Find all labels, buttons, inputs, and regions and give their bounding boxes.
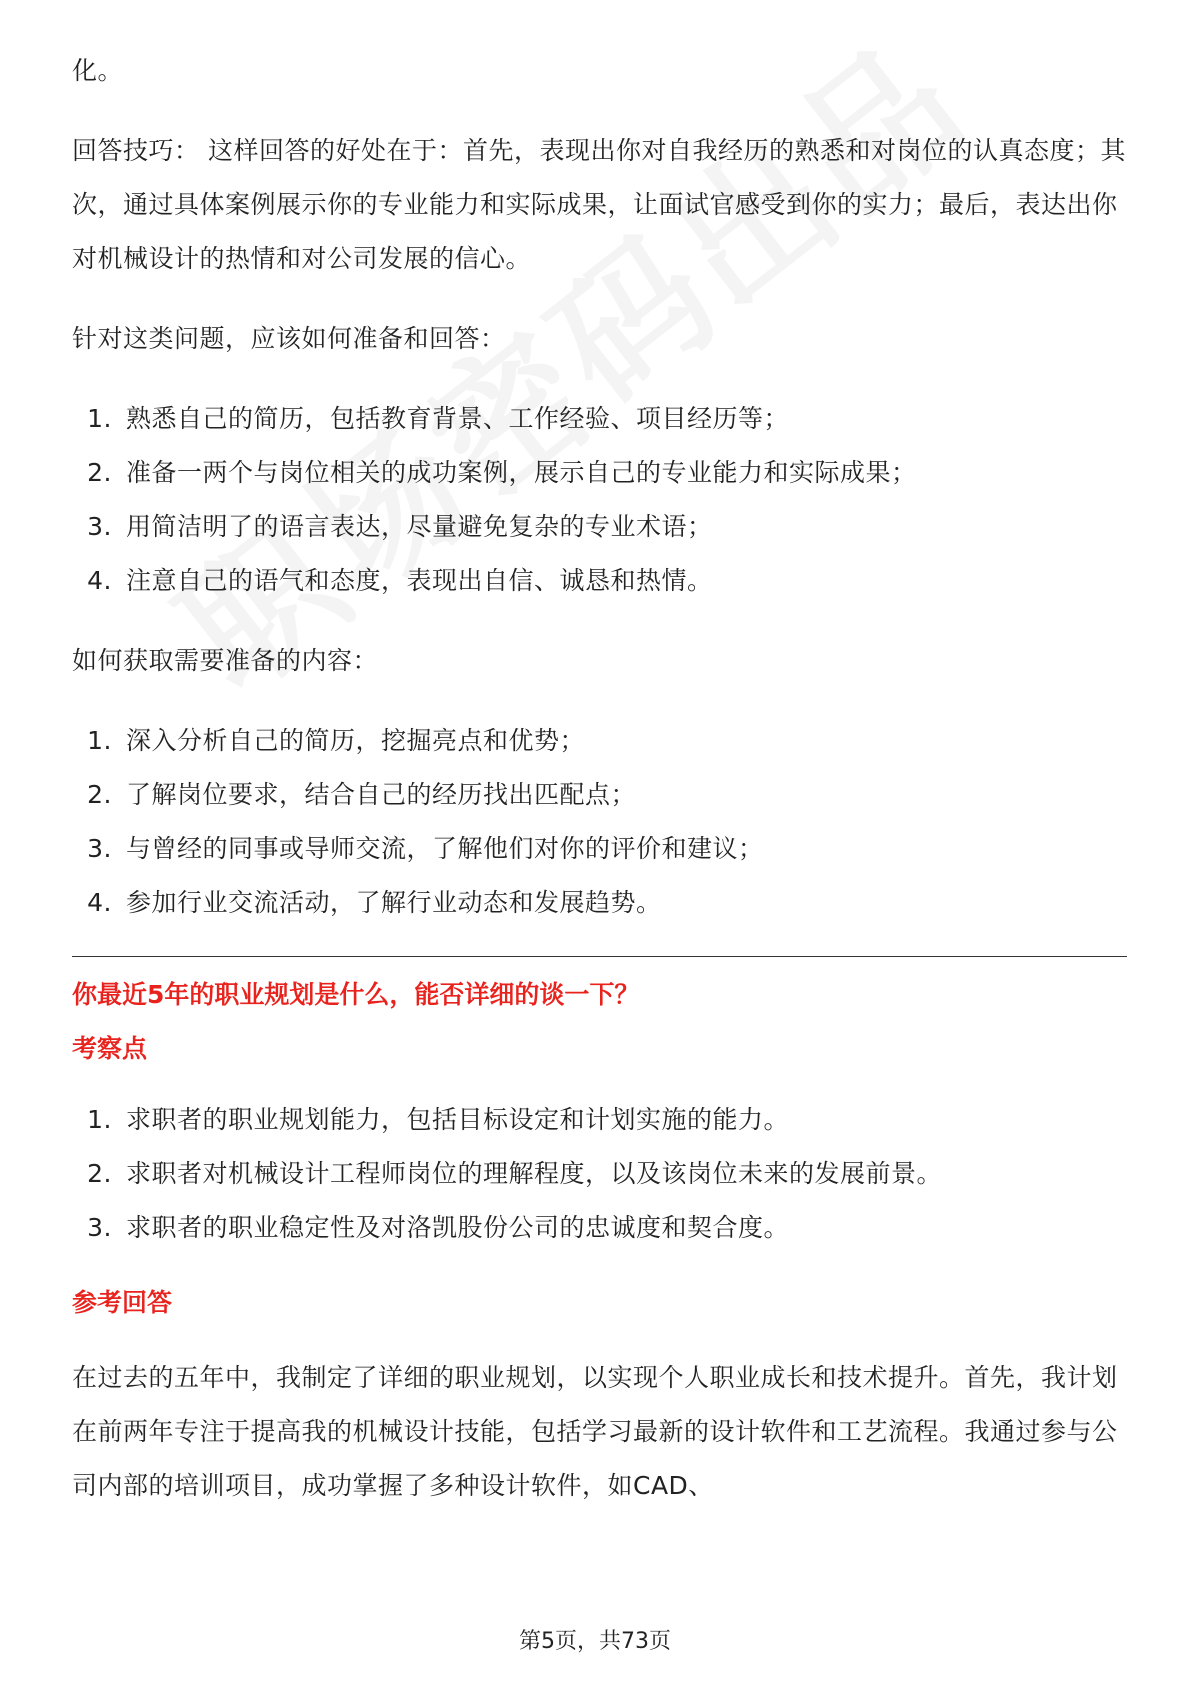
page-content — [72, 44, 1132, 1513]
list-item — [72, 554, 1132, 608]
list-item-text: 熟悉自己的简历，包括教育背景、工作经验、项目经历等； — [126, 404, 790, 433]
list-item-text: 求职者的职业稳定性及对洛凯股份公司的忠诚度和契合度。 — [126, 1213, 790, 1242]
list-item — [72, 1201, 1132, 1255]
list-item — [72, 392, 1132, 446]
intro-tail-text: 化。 — [72, 56, 124, 85]
list-item-text: 深入分析自己的简历，挖掘亮点和优势； — [126, 726, 586, 755]
answer-paragraph: 在过去的五年中，我制定了详细的职业规划，以实现个人职业成长和技术提升。首先，我计划在前两年专注于提高我的机械设计技能，包括学习最新的设计软件和工艺流程。我通过参与公司内部的培训项目，成功掌握了多种设计软件，如CAD、 — [72, 1363, 1118, 1500]
prep-heading: 针对这类问题，应该如何准备和回答： — [72, 324, 506, 353]
list-item-text: 准备一两个与岗位相关的成功案例，展示自己的专业能力和实际成果； — [126, 458, 917, 487]
list-number: 2. — [87, 1159, 112, 1188]
answer-tip-paragraph: 回答技巧： 这样回答的好处在于：首先，表现出你对自我经历的熟悉和对岗位的认真态度；其次，通过具体案例展示你的专业能力和实际成果，让面试官感受到你的实力；最后，表达出你对机械设计的热情和对公司发展的信心。 — [72, 136, 1126, 273]
list-number: 3. — [87, 512, 112, 541]
list-number: 4. — [87, 888, 112, 917]
list-number: 1. — [87, 404, 112, 433]
list-item-text: 用简洁明了的语言表达，尽量避免复杂的专业术语； — [126, 512, 713, 541]
focus-heading: 考察点 — [72, 1034, 148, 1063]
list-number: 1. — [87, 1105, 112, 1134]
prep-list — [72, 392, 1132, 608]
answer-heading: 参考回答 — [72, 1288, 173, 1317]
list-item — [72, 876, 1132, 930]
page-number-footer: 第5页，共73页 — [519, 1629, 671, 1654]
obtain-heading: 如何获取需要准备的内容： — [72, 646, 379, 675]
list-number: 4. — [87, 566, 112, 595]
focus-list — [72, 1093, 1132, 1255]
list-item — [72, 768, 1132, 822]
list-item — [72, 1147, 1132, 1201]
list-number: 2. — [87, 458, 112, 487]
section-divider — [72, 956, 1127, 957]
list-number: 3. — [87, 1213, 112, 1242]
list-item-text: 与曾经的同事或导师交流，了解他们对你的评价和建议； — [126, 834, 764, 863]
list-item — [72, 1093, 1132, 1147]
list-item-text: 求职者的职业规划能力，包括目标设定和计划实施的能力。 — [126, 1105, 790, 1134]
list-item-text: 参加行业交流活动，了解行业动态和发展趋势。 — [126, 888, 662, 917]
list-item-text: 求职者对机械设计工程师岗位的理解程度，以及该岗位未来的发展前景。 — [126, 1159, 943, 1188]
list-item-text: 了解岗位要求，结合自己的经历找出匹配点； — [126, 780, 637, 809]
list-number: 1. — [87, 726, 112, 755]
list-item — [72, 500, 1132, 554]
list-item — [72, 446, 1132, 500]
list-item — [72, 714, 1132, 768]
obtain-list — [72, 714, 1132, 930]
list-item — [72, 822, 1132, 876]
list-item-text: 注意自己的语气和态度，表现出自信、诚恳和热情。 — [126, 566, 713, 595]
question-title: 你最近5年的职业规划是什么，能否详细的谈一下？ — [72, 980, 640, 1009]
list-number: 3. — [87, 834, 112, 863]
list-number: 2. — [87, 780, 112, 809]
